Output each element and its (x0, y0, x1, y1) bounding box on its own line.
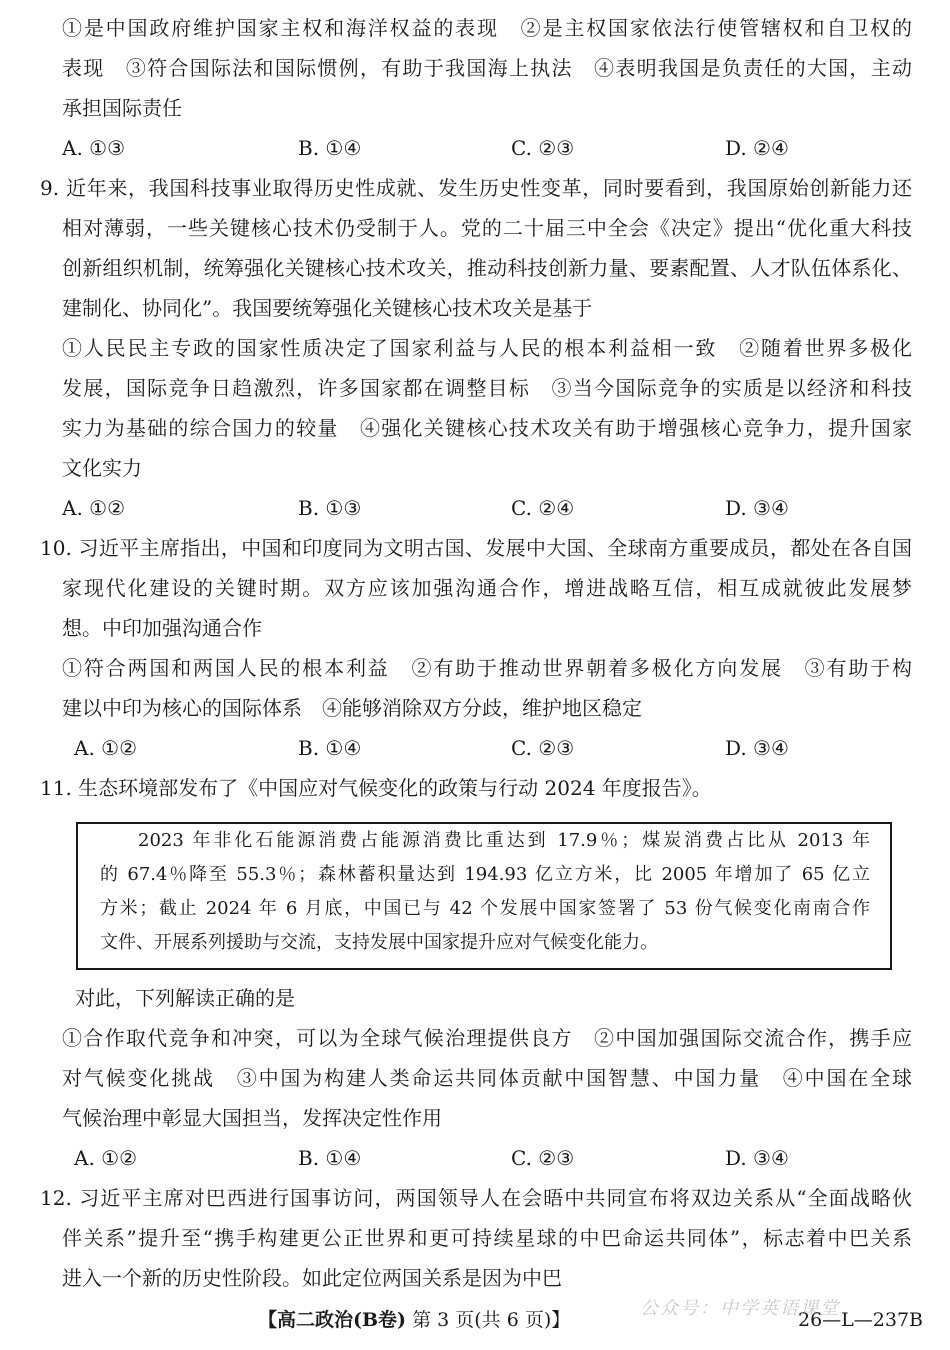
q9-line-4: 建制化、协同化”。我国要统筹强化关键核心技术攻关是基于 (62, 296, 593, 320)
q10-line-5: 建以中印为核心的国际体系 ④能够消除双方分歧，维护地区稳定 (62, 696, 642, 720)
q11-option-c[interactable]: C. ②③ (511, 1146, 575, 1170)
footer-subject: 【高二政治(B卷) (258, 1309, 407, 1331)
q9-line-1: 9. 近年来，我国科技事业取得历史性成就、发生历史性变革，同时要看到，我国原始创新能力还 (40, 176, 912, 200)
footer-page-number: 第 3 页(共 6 页)】 (412, 1309, 571, 1331)
q12-line-1: 12. 习近平主席对巴西进行国事访问，两国领导人在会晤中共同宣布将双边关系从“全面战略伙 (40, 1186, 912, 1210)
q8-line-3: 承担国际责任 (62, 96, 182, 120)
q8-line-1: ①是中国政府维护国家主权和海洋权益的表现 ②是主权国家依法行使管辖权和自卫权的 (62, 16, 912, 40)
q11-option-a[interactable]: A. ①② (74, 1146, 138, 1170)
q9-option-a[interactable]: A. ①② (62, 496, 126, 520)
q11-line-4: 气候治理中彰显大国担当，发挥决定性作用 (62, 1106, 442, 1130)
q11-line-2: ①合作取代竞争和冲突，可以为全球气候治理提供良方 ②中国加强国际交流合作，携手应 (62, 1026, 912, 1050)
q9-line-8: 文化实力 (62, 456, 142, 480)
q9-option-b[interactable]: B. ①③ (298, 496, 362, 520)
footer-code: 26—L—237B (798, 1309, 924, 1331)
q10-line-2: 家现代化建设的关键时期。双方应该加强沟通合作，增进战略互信，相互成就彼此发展梦 (62, 576, 912, 600)
q9-option-c[interactable]: C. ②④ (511, 496, 575, 520)
q10-line-4: ①符合两国和两国人民的根本利益 ②有助于推动世界朝着多极化方向发展 ③有助于构 (62, 656, 912, 680)
q9-line-3: 创新组织机制，统筹强化关键核心技术攻关，推动科技创新力量、要素配置、人才队伍体系化、 (62, 256, 912, 280)
q9-line-6: 发展，国际竞争日趋激烈，许多国家都在调整目标 ③当今国际竞争的实质是以经济和科技 (62, 376, 912, 400)
q11-material-line-4: 文件、开展系列援助与交流，支持发展中国家提升应对气候变化能力。 (100, 932, 658, 953)
q9-line-2: 相对薄弱，一些关键核心技术仍受制于人。党的二十届三中全会《决定》提出“优化重大科技 (62, 216, 912, 240)
q10-option-d[interactable]: D. ③④ (725, 736, 789, 760)
q11-options (62, 1143, 912, 1173)
q11-material-line-2: 的 67.4％降至 55.3％；森林蓄积量达到 194.93 亿立方米，比 2005 年增加了 65 亿立 (100, 864, 870, 885)
q8-option-c[interactable]: C. ②③ (511, 136, 575, 160)
q8-option-d[interactable]: D. ②④ (725, 136, 789, 160)
q11-material-line-3: 方米；截止 2024 年 6 月底，中国已与 42 个发展中国家签署了 53 份气候变化南南合作 (100, 898, 870, 919)
q11-material-line-1: 2023 年非化石能源消费占能源消费比重达到 17.9％；煤炭消费占比从 2013 年 (138, 830, 870, 851)
q9-options (62, 493, 912, 523)
q12-line-2: 伴关系”提升至“携手构建更公正世界和更可持续星球的中巴命运共同体”，标志着中巴关系 (62, 1226, 912, 1250)
page-footer (258, 1305, 570, 1335)
q9-line-7: 实力为基础的综合国力的较量 ④强化关键核心技术攻关有助于增强核心竞争力，提升国家 (62, 416, 912, 440)
q11-line-3: 对气候变化挑战 ③中国为构建人类命运共同体贡献中国智慧、中国力量 ④中国在全球 (62, 1066, 912, 1090)
q11-option-d[interactable]: D. ③④ (725, 1146, 789, 1170)
q9-option-d[interactable]: D. ③④ (725, 496, 789, 520)
watermark: 公众号：中学英语课堂 (640, 1298, 840, 1319)
q11-stem: 11. 生态环境部发布了《中国应对气候变化的政策与行动 2024 年度报告》。 (40, 776, 712, 800)
q9-line-5: ①人民民主专政的国家性质决定了国家利益与人民的根本利益相一致 ②随着世界多极化 (62, 336, 912, 360)
q8-option-a[interactable]: A. ①③ (62, 136, 126, 160)
q10-option-a[interactable]: A. ①② (74, 736, 138, 760)
q11-material-box (76, 822, 892, 970)
q11-prompt: 对此，下列解读正确的是 (75, 986, 295, 1010)
q10-line-3: 想。中印加强沟通合作 (62, 616, 262, 640)
q8-line-2: 表现 ③符合国际法和国际惯例，有助于我国海上执法 ④表明我国是负责任的大国，主动 (62, 56, 912, 80)
q10-option-c[interactable]: C. ②③ (511, 736, 575, 760)
q8-options (62, 133, 912, 163)
q10-options (62, 733, 912, 763)
q8-option-b[interactable]: B. ①④ (298, 136, 362, 160)
q10-option-b[interactable]: B. ①④ (298, 736, 362, 760)
q10-line-1: 10. 习近平主席指出，中国和印度同为文明古国、发展中大国、全球南方重要成员，都处在各自国 (40, 536, 912, 560)
q11-option-b[interactable]: B. ①④ (298, 1146, 362, 1170)
q12-line-3: 进入一个新的历史性阶段。如此定位两国关系是因为中巴 (62, 1266, 562, 1290)
